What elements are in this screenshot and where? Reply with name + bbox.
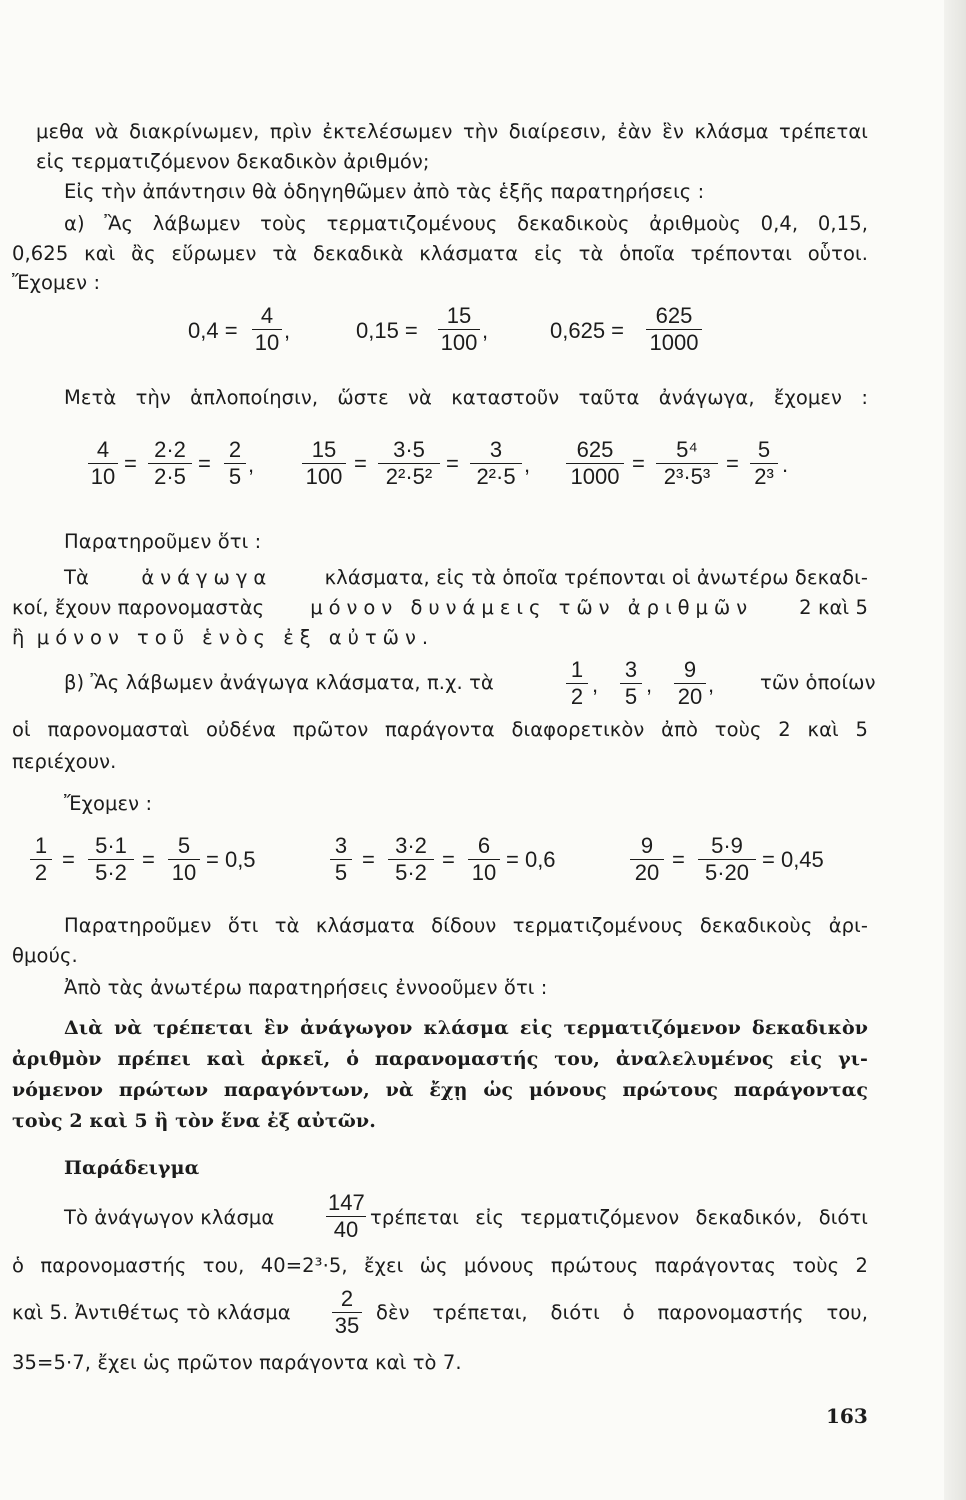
denominator: 100 (440, 330, 478, 355)
fraction (468, 834, 500, 885)
numerator: 1 (566, 658, 588, 684)
numerator: 15 (302, 438, 346, 464)
text-line: εἰς τερματιζόμενον δεκαδικὸν ἀριθμόν; (36, 150, 430, 173)
math-result: = 0,45 (762, 847, 824, 872)
equals-sign: = (446, 451, 459, 476)
theorem-line: Διὰ νὰ τρέπεται ἓν ἀνάγωγον κλάσμα εἰς τερματιζόμενον δεκαδικὸν (64, 1017, 868, 1039)
equals-sign: = (198, 451, 211, 476)
equals-sign: = (672, 847, 685, 872)
fraction (438, 304, 480, 355)
numerator: 9 (630, 834, 664, 860)
numerator: 15 (438, 304, 480, 330)
numerator: 2 (332, 1287, 362, 1313)
math-text: . (782, 452, 789, 477)
denominator: 1000 (570, 464, 620, 489)
text-line: θμούς. (12, 944, 78, 967)
denominator: 10 (171, 860, 197, 885)
fraction (750, 438, 778, 489)
fraction (620, 658, 642, 709)
fraction (332, 1287, 362, 1338)
math-text: 0,4 = (188, 318, 238, 343)
denominator: 35 (334, 1313, 360, 1338)
denominator: 40 (333, 1217, 359, 1242)
fraction (330, 834, 352, 885)
denominator: 2³ (754, 464, 774, 489)
text-line: δὲν τρέπεται, διότι ὁ παρονομαστής του, (376, 1301, 868, 1324)
denominator: 5 (624, 684, 638, 709)
fraction (30, 834, 52, 885)
text-line: Μετὰ τὴν ἁπλοποίησιν, ὥστε νὰ καταστοῦν ταῦτα ἀνάγωγα, ἔχομεν : (64, 386, 868, 409)
text-line: α) Ἂς λάβωμεν τοὺς τερματιζομένους δεκαδικοὺς ἀριθμοὺς 0,4, 0,15, (64, 212, 868, 235)
math-text: , (524, 452, 531, 477)
text-line: Παρατηροῦμεν ὅτι : (64, 530, 262, 553)
text-line: Εἰς τὴν ἀπάντησιν θὰ ὁδηγηθῶμεν ἀπὸ τὰς ἑξῆς παρατηρήσεις : (64, 180, 705, 203)
fraction (470, 438, 522, 489)
denominator: 5 (228, 464, 242, 489)
text-line (12, 626, 434, 650)
fraction (674, 658, 706, 709)
numerator: 3·5 (378, 438, 440, 464)
text-line: ὁ παρονομαστής του, 40=2³·5, ἔχει ὡς μόνους πρώτους παράγοντας τοὺς 2 (12, 1254, 868, 1277)
fraction (326, 1191, 366, 1242)
text-line: περιέχουν. (12, 750, 117, 773)
numerator: 5·9 (698, 834, 756, 860)
text-line: Τὸ ἀνάγωγον κλάσμα (64, 1206, 275, 1229)
text-line: β) Ἂς λάβωμεν ἀνάγωγα κλάσματα, π.χ. τὰ (64, 671, 494, 694)
equals-sign: = (726, 451, 739, 476)
section-heading: Παράδειγμα (64, 1157, 200, 1179)
text-line: μεθα νὰ διακρίνωμεν, πρὶν ἐκτελέσωμεν τὴν διαίρεσιν, ἐὰν ἓν κλάσμα τρέπεται (36, 120, 868, 143)
denominator: 100 (305, 464, 343, 489)
numerator: 2 (224, 438, 246, 464)
text-line: Ἔχομεν : (64, 792, 153, 815)
denominator: 2³·5³ (663, 464, 711, 489)
text-line (12, 596, 868, 620)
fraction (252, 304, 282, 355)
math-text: , (708, 672, 715, 697)
theorem-line: νόμενον πρώτων παραγόντων, νὰ ἔχῃ ὡς μόνους πρώτους παράγοντας (12, 1079, 868, 1101)
numerator: 5 (750, 438, 778, 464)
fraction (566, 658, 588, 709)
fraction (168, 834, 200, 885)
theorem-line: ἀριθμὸν πρέπει καὶ ἀρκεῖ, ὁ παρανομαστής του, ἀναλελυμένος εἰς γι- (12, 1048, 868, 1070)
numerator: 625 (566, 438, 624, 464)
denominator: 20 (677, 684, 703, 709)
numerator: 1 (30, 834, 52, 860)
denominator: 2 (570, 684, 584, 709)
page-edge-shadow (944, 0, 966, 1500)
equals-sign: = (354, 451, 367, 476)
text-span: Τὰ (64, 566, 89, 589)
denominator: 5 (334, 860, 348, 885)
equals-sign: = (442, 847, 455, 872)
numerator: 6 (468, 834, 500, 860)
text-line: Παρατηροῦμεν ὅτι τὰ κλάσματα δίδουν τερματιζομένους δεκαδικοὺς ἀρι- (64, 914, 868, 937)
denominator: 2²·5 (476, 464, 516, 489)
text-line: καὶ 5. Ἀντιθέτως τὸ κλάσμα (12, 1301, 291, 1324)
fraction (148, 438, 192, 489)
math-text: , (248, 452, 255, 477)
denominator: 5·20 (704, 860, 750, 885)
text-line: Ἔχομεν : (12, 271, 101, 294)
text-line: τῶν ὁποίων (760, 671, 876, 694)
spaced-emphasis: μόνον τοῦ ἑνὸς ἐξ αὐτῶν. (36, 626, 435, 649)
fraction (88, 438, 118, 489)
equals-sign: = (632, 451, 645, 476)
denominator: 2 (34, 860, 48, 885)
math-text: , (646, 672, 653, 697)
page-number: 163 (826, 1404, 868, 1428)
text-line: τρέπεται εἰς τερματιζόμενον δεκαδικόν, διότι (370, 1206, 868, 1229)
denominator: 1000 (649, 330, 699, 355)
denominator: 2²·5² (385, 464, 433, 489)
text-line: Ἀπὸ τὰς ἀνωτέρω παρατηρήσεις ἐννοοῦμεν ὅτι : (64, 976, 548, 999)
numerator: 4 (252, 304, 282, 330)
denominator: 5·2 (395, 860, 427, 885)
numerator: 5·1 (88, 834, 134, 860)
numerator: 4 (88, 438, 118, 464)
numerator: 625 (646, 304, 702, 330)
equals-sign: = (124, 451, 137, 476)
numerator: 3·2 (388, 834, 434, 860)
denominator: 10 (471, 860, 497, 885)
numerator: 5⁴ (656, 438, 718, 464)
spaced-emphasis: ἀνάγωγα (141, 566, 273, 589)
text-line (64, 566, 868, 590)
fraction (378, 438, 440, 489)
fraction (88, 834, 134, 885)
math-text: 0,15 = (356, 318, 418, 343)
math-text: , (482, 318, 489, 343)
denominator: 10 (90, 464, 116, 489)
math-result: = 0,6 (506, 847, 556, 872)
fraction (646, 304, 702, 355)
text-span: 2 καὶ 5 (799, 596, 868, 619)
math-text: , (592, 672, 599, 697)
math-text: , (284, 318, 291, 343)
numerator: 9 (674, 658, 706, 684)
fraction (566, 438, 624, 489)
math-result: = 0,5 (206, 847, 256, 872)
text-span: κλάσματα, εἰς τὰ ὁποῖα τρέπονται οἱ ἀνωτέρω δεκαδι- (324, 566, 868, 589)
fraction (302, 438, 346, 489)
denominator: 20 (634, 860, 660, 885)
math-text: 0,625 = (550, 318, 625, 343)
numerator: 147 (328, 1190, 365, 1215)
denominator: 2·5 (154, 464, 186, 489)
text-span: κοί, ἔχουν παρονομαστὰς (12, 596, 265, 619)
fraction (656, 438, 718, 489)
denominator: 10 (254, 330, 280, 355)
numerator: 2·2 (148, 438, 192, 464)
fraction (224, 438, 246, 489)
text-line: 0,625 καὶ ἂς εὕρωμεν τὰ δεκαδικὰ κλάσματα εἰς τὰ ὁποῖα τρέπονται οὗτοι. (12, 242, 868, 265)
equals-sign: = (142, 847, 155, 872)
text-line: 35=5·7, ἔχει ὡς πρῶτον παράγοντα καὶ τὸ 7. (12, 1351, 462, 1374)
numerator: 3 (470, 438, 522, 464)
numerator: 3 (620, 658, 642, 684)
equals-sign: = (362, 847, 375, 872)
text-line: οἱ παρονομασταὶ οὐδένα πρῶτον παράγοντα διαφορετικὸν ἀπὸ τοὺς 2 καὶ 5 (12, 718, 868, 741)
numerator: 3 (330, 834, 352, 860)
fraction (698, 834, 756, 885)
fraction (388, 834, 434, 885)
denominator: 5·2 (95, 860, 127, 885)
text-span: ἢ (12, 626, 25, 649)
fraction (630, 834, 664, 885)
theorem-line: τοὺς 2 καὶ 5 ἢ τὸν ἕνα ἐξ αὐτῶν. (12, 1110, 376, 1132)
numerator: 5 (168, 834, 200, 860)
equals-sign: = (62, 847, 75, 872)
spaced-emphasis: μόνον δυνάμεις τῶν ἀριθμῶν (310, 596, 754, 619)
